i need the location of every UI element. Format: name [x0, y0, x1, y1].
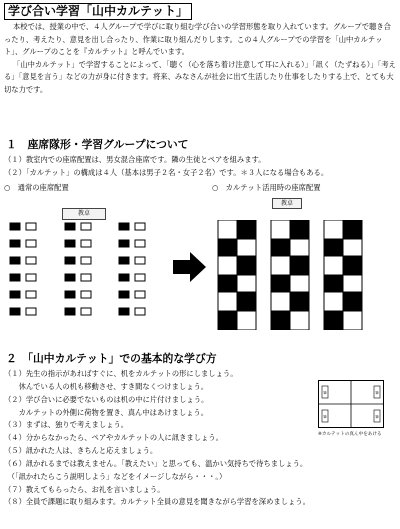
section2-item: （４）分からなかったら、ペアやカルテットの人に訊きましょう。: [4, 433, 223, 443]
intro-paragraph-2: 「山中カルテット」で学習することによって、「聴く（心を落ち着け注意して耳に入れる）」「訊く（たずねる）」「考える」「意見を言う」などの力が身に付きます。将来、みなさんが社会に出て生活したり仕事をしたりする上で、とても大切な力です。: [4, 59, 396, 94]
quartet-seating-grid: [218, 220, 362, 330]
section2-item: （１）先生の指示があればすぐに、机をカルテットの形にしましょう。: [4, 369, 238, 378]
section2-item: （６）訊かれるまでは教えません。「教えたい」と思っても、温かい気持ちで待ちましょう。: [4, 458, 308, 468]
desk-filled: [65, 240, 75, 247]
desk-empty: [26, 257, 36, 264]
desk-empty: [135, 308, 145, 315]
desk-filled: [119, 308, 129, 315]
desk-filled: [65, 274, 75, 281]
desk-filled: [65, 257, 75, 264]
desk-empty: [26, 308, 36, 315]
desk-empty: [26, 274, 36, 281]
quartet-seating-label: ○ カルテット活用時の座席配置: [212, 183, 321, 192]
section2-item: カルテットの外側に荷物を置き、真ん中はあけましょう。: [4, 407, 209, 417]
quartet-desk-empty: [324, 256, 343, 275]
quartet-desk-empty: [343, 275, 362, 294]
quartet-desk-empty: [218, 220, 237, 239]
quartet-desk-filled: [271, 275, 290, 294]
desk-empty: [81, 274, 91, 281]
desk-empty: [135, 274, 145, 281]
desk-diagram-caption: ※カルテットの真ん中をあける: [318, 432, 382, 437]
intro-text: [4, 21, 396, 96]
quartet-desk-empty: [324, 292, 343, 311]
quartet-desk-empty: [324, 220, 343, 239]
quartet-desk-empty: [271, 292, 290, 311]
section1-item-2: （２）「カルテット」の構成は４人（基本は男子２名・女子２名）です。＊３人になる場合もある。: [4, 168, 329, 177]
normal-seating-label: ○ 通常の座席配置: [4, 183, 69, 192]
desk-empty: [81, 291, 91, 298]
desk-empty: [81, 240, 91, 247]
desk-empty: [81, 308, 91, 315]
quartet-desk-empty: [343, 239, 362, 258]
desk-filled: [119, 274, 129, 281]
quartet-desk-filled: [290, 256, 309, 275]
intro-paragraph-1: 本校では、授業の中で、４人グループで学びに取り組む学び合いの学習形態を取り入れています。グループで聴き合ったり、考えたり、意見を出し合ったり、作業に取り組んだりします。この４人グループでの学習を「山中カルテット」、グループのことを『カルテット』と呼んでいます。: [4, 22, 391, 56]
quartet-desk-empty: [237, 311, 256, 330]
quartet-desk-empty: [290, 311, 309, 330]
desk-empty: [135, 240, 145, 247]
desk-filled: [65, 308, 75, 315]
section2-item: （３）まずは、独りで考えましょう。: [4, 420, 129, 430]
desk-empty: [135, 291, 145, 298]
section2-list: [4, 368, 310, 509]
quartet-desk-filled: [218, 239, 237, 258]
quartet-desk-filled: [290, 220, 309, 239]
section2-item: （７）教えてもらったら、お礼を言いましょう。: [4, 484, 165, 494]
desk-empty: [81, 223, 91, 230]
desk-filled: [119, 240, 129, 247]
desk-filled: [10, 223, 20, 230]
desk-label: 筆: [323, 391, 327, 395]
quartet-desk-filled: [237, 256, 256, 275]
section2-item: （５）訊かれた人は、きちんと応えましょう。: [4, 446, 158, 456]
section2-item: （２）学び合いに必要でないものは机の中に片付けましょう。: [4, 394, 209, 404]
quartet-desk-filled: [343, 256, 362, 275]
desk-filled: [10, 274, 20, 281]
desk-filled: [119, 291, 129, 298]
desk-label: 筆: [323, 415, 327, 419]
desk-filled: [10, 291, 20, 298]
quartet-desk-empty: [237, 239, 256, 258]
quartet-desk-empty: [218, 256, 237, 275]
quartet-desk-empty: [290, 275, 309, 294]
section2-item: （「訊かれたらこう説明しよう」などをイメージしながら・・・。）: [4, 471, 227, 481]
quartet-desk-empty: [271, 256, 290, 275]
desk-empty: [26, 223, 36, 230]
normal-seating-grid: [10, 223, 145, 315]
desk-label: 筆: [375, 415, 379, 419]
teacher-desk-left: 教卓: [62, 208, 106, 220]
teacher-desk-right: 教卓: [272, 198, 302, 209]
desk-label: 筆: [375, 391, 379, 395]
quartet-desk-filled: [237, 292, 256, 311]
section2-item: 休んでいる人の机も移動させ、すき間なくつけましょう。: [4, 381, 209, 391]
desk-empty: [26, 240, 36, 247]
section2-item: （８）全員で課題に取り組みます。カルテット全員の意見を聞きながら学習を深めましょう。: [4, 497, 310, 507]
desk-filled: [119, 257, 129, 264]
section1-item-1: （１）教室内での座席配置は、男女混合座席です。隣の生徒とペアを組みます。: [4, 155, 266, 164]
quartet-desk-filled: [218, 311, 237, 330]
quartet-desk-filled: [271, 311, 290, 330]
quartet-desk-filled: [324, 239, 343, 258]
quartet-desk-empty: [237, 275, 256, 294]
quartet-desk-filled: [290, 292, 309, 311]
quartet-desk-filled: [237, 220, 256, 239]
quartet-desk-filled: [218, 275, 237, 294]
quartet-desk-filled: [271, 239, 290, 258]
desk-filled: [10, 240, 20, 247]
desk-filled: [65, 223, 75, 230]
seating-diagrams: [0, 220, 400, 330]
quartet-desk-filled: [324, 311, 343, 330]
page-title: 学び合い学習「山中カルテット」: [4, 3, 192, 20]
section2-heading: ２ 「山中カルテット」での基本的な学び方: [6, 352, 217, 365]
desk-empty: [135, 223, 145, 230]
desk-filled: [10, 308, 20, 315]
quartet-desk-empty: [218, 292, 237, 311]
desk-filled: [119, 223, 129, 230]
desk-filled: [65, 291, 75, 298]
quartet-desk-empty: [271, 220, 290, 239]
quartet-desk-filled: [343, 220, 362, 239]
quartet-desk-filled: [324, 275, 343, 294]
section1-heading: １ 座席隊形・学習グループについて: [6, 138, 189, 151]
desk-filled: [10, 257, 20, 264]
quartet-desk-diagram: [318, 380, 384, 428]
quartet-desk-empty: [290, 239, 309, 258]
desk-empty: [81, 257, 91, 264]
desk-empty: [26, 291, 36, 298]
desk-empty: [135, 257, 145, 264]
arrow: [173, 252, 206, 282]
quartet-desk-filled: [343, 292, 362, 311]
quartet-desk-empty: [343, 311, 362, 330]
